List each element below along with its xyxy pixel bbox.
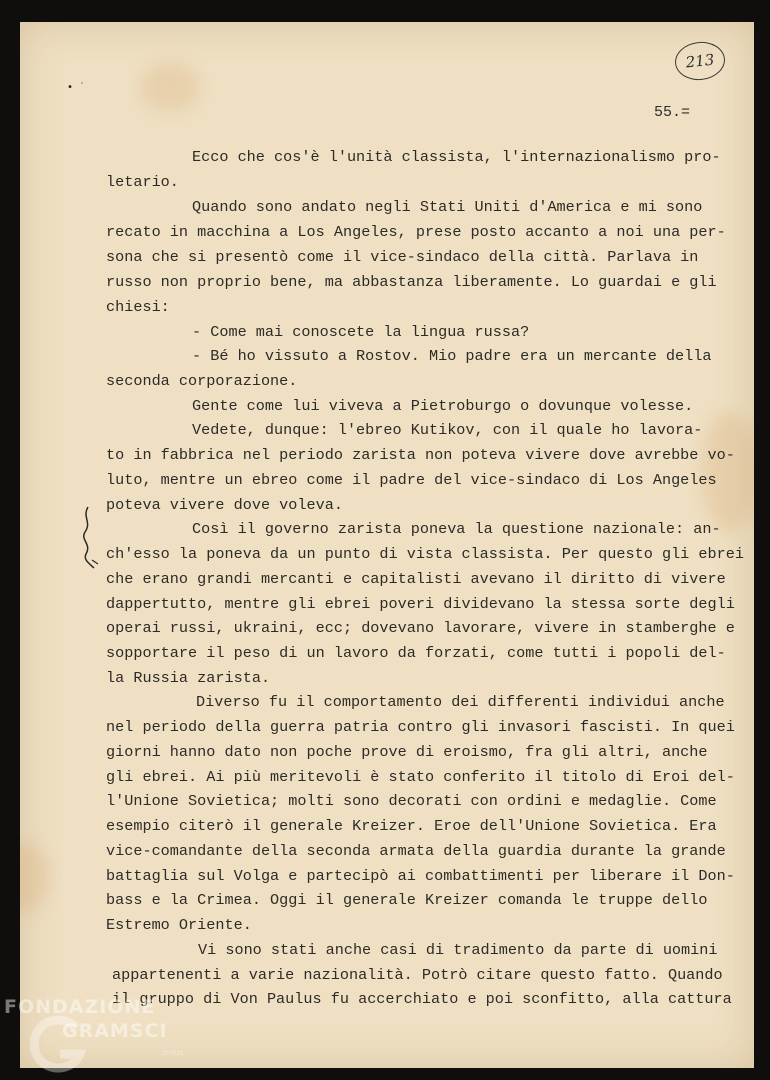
watermark-line-2: GRAMSCI [62, 1020, 168, 1042]
paper-stain [140, 62, 200, 112]
document-page [20, 22, 754, 1068]
text-line: il gruppo di Von Paulus fu accerchiato e poi sconfitto, alla cattura [112, 990, 732, 1008]
archive-number-stamp: 213 [673, 39, 727, 82]
text-line: gli ebrei. Ai più meritevoli è stato conferito il titolo di Eroi del- [106, 768, 735, 786]
text-line: Ecco che cos'è l'unità classista, l'internazionalismo pro- [192, 148, 721, 166]
text-line: letario. [106, 173, 179, 191]
text-line: che erano grandi mercanti e capitalisti avevano il diritto di vivere [106, 570, 726, 588]
text-line: Vedete, dunque: l'ebreo Kutikov, con il quale ho lavora- [192, 421, 703, 439]
text-line: recato in macchina a Los Angeles, prese posto accanto a noi una per- [106, 223, 726, 241]
watermark-line-1: FONDAZIONE [4, 996, 156, 1018]
text-line: l'Unione Sovietica; molti sono decorati con ordini e medaglie. Come [106, 792, 717, 810]
text-line: nel periodo della guerra patria contro gli invasori fascisti. In quei [106, 718, 735, 736]
text-line: sona che si presentò come il vice-sindaco della città. Parlava in [106, 248, 699, 266]
text-line: operai russi, ukraini, ecc; dovevano lavorare, vivere in stamberghe e [106, 619, 735, 637]
text-line: - Come mai conoscete la lingua russa? [192, 323, 530, 341]
fondazione-gramsci-watermark [4, 996, 194, 1080]
text-line: to in fabbrica nel periodo zarista non poteva vivere dove avrebbe vo- [106, 446, 735, 464]
text-line: poteva vivere dove voleva. [106, 496, 343, 514]
text-line: Gente come lui viveva a Pietroburgo o dovunque volesse. [192, 397, 694, 415]
page-number: 55.= [654, 104, 691, 121]
text-line: - Bé ho vissuto a Rostov. Mio padre era un mercante della [192, 347, 712, 365]
paper-stain [20, 842, 50, 912]
text-line: luto, mentre un ebreo come il padre del vice-sindaco di Los Angeles [106, 471, 717, 489]
text-line: dappertutto, mentre gli ebrei poveri dividevano la stessa sorte degli [106, 595, 735, 613]
text-line: Vi sono stati anche casi di tradimento da parte di uomini [198, 941, 718, 959]
watermark-line-3: onlus [162, 1048, 184, 1057]
text-line: seconda corporazione. [106, 372, 298, 390]
text-line: Quando sono andato negli Stati Uniti d'America e mi sono [192, 198, 703, 216]
text-line: Così il governo zarista poneva la questione nazionale: an- [192, 520, 721, 538]
text-line: Diverso fu il comportamento dei differenti individui anche [196, 693, 725, 711]
text-line: vice-comandante della seconda armata della guardia durante la grande [106, 842, 726, 860]
text-line: chiesi: [106, 298, 170, 316]
ink-dots: • ˙ [67, 82, 86, 93]
text-line: esempio citerò il generale Kreizer. Eroe dell'Unione Sovietica. Era [106, 817, 717, 835]
text-line: battaglia sul Volga e partecipò ai combattimenti per liberare il Don- [106, 867, 735, 885]
text-line: appartenenti a varie nazionalità. Potrò citare questo fatto. Quando [112, 966, 723, 984]
text-line: sopportare il peso di un lavoro da forzati, come tutti i popoli del- [106, 644, 726, 662]
text-line: bass e la Crimea. Oggi il generale Kreizer comanda le truppe dello [106, 891, 708, 909]
text-line: la Russia zarista. [106, 669, 271, 687]
text-line: giorni hanno dato non poche prove di eroismo, fra gli altri, anche [106, 743, 708, 761]
text-line: Estremo Oriente. [106, 916, 252, 934]
text-line: ch'esso la poneva da un punto di vista classista. Per questo gli ebrei [106, 545, 744, 563]
text-line: russo non proprio bene, ma abbastanza liberamente. Lo guardai e gli [106, 273, 717, 291]
